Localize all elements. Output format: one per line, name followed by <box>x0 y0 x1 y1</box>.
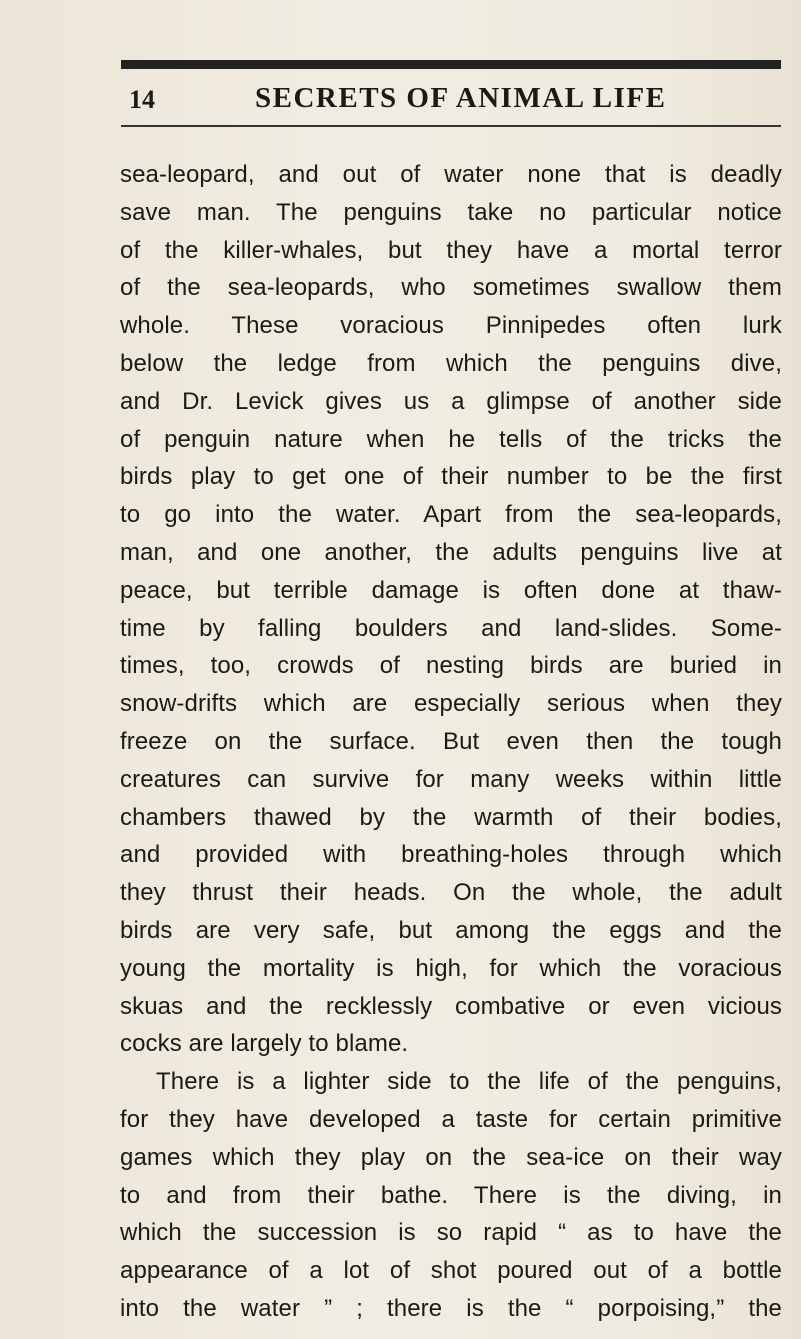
text-line: creatures can survive for many weeks within little <box>120 765 782 793</box>
page-number: 14 <box>129 85 155 114</box>
text-line: games which they play on the sea-ice on their way <box>120 1143 782 1171</box>
text-line: times, too, crowds of nesting birds are buried in <box>120 652 782 680</box>
text-line: snow-drifts which are especially serious when they <box>120 690 782 718</box>
text-line: birds play to get one of their number to be the first <box>120 463 782 491</box>
text-line: for they have developed a taste for certain primitive <box>120 1105 782 1133</box>
text-line: chambers thawed by the warmth of their bodies, <box>120 803 782 831</box>
running-title: SECRETS OF ANIMAL LIFE <box>255 82 667 114</box>
paragraph-start-line: There is a lighter side to the life of the penguins, <box>156 1068 782 1096</box>
text-line: save man. The penguins take no particular notice <box>120 198 782 226</box>
top-rule <box>121 60 781 69</box>
text-line: peace, but terrible damage is often done at thaw- <box>120 576 782 604</box>
text-line: man, and one another, the adults penguins live at <box>120 538 782 566</box>
text-line: below the ledge from which the penguins dive, <box>120 349 782 377</box>
text-line: birds are very safe, but among the eggs and the <box>120 916 782 944</box>
text-line: of penguin nature when he tells of the tricks the <box>120 425 782 453</box>
text-line: whole. These voracious Pinnipedes often lurk <box>120 312 782 340</box>
paragraph-end-line: cocks are largely to blame. <box>120 1030 409 1058</box>
text-line: young the mortality is high, for which the voracious <box>120 954 782 982</box>
text-line: and provided with breathing-holes through which <box>120 841 782 869</box>
text-line: time by falling boulders and land-slides. Some- <box>120 614 782 642</box>
text-line: sea-leopard, and out of water none that is deadly <box>120 161 782 188</box>
text-line: into the water ” ; there is the “ porpoising,” the <box>120 1294 782 1322</box>
text-line: they thrust their heads. On the whole, the adult <box>120 879 782 907</box>
text-line: freeze on the surface. But even then the tough <box>120 727 782 755</box>
text-line: of the killer-whales, but they have a mortal terror <box>120 236 782 264</box>
text-line: to go into the water. Apart from the sea-leopards, <box>120 501 782 529</box>
text-line: which the succession is so rapid “ as to have the <box>120 1219 782 1247</box>
text-line: and Dr. Levick gives us a glimpse of another side <box>120 387 782 415</box>
text-line: appearance of a lot of shot poured out of a bottle <box>120 1257 782 1285</box>
body-text <box>120 156 782 1328</box>
text-line: to and from their bathe. There is the diving, in <box>120 1181 782 1209</box>
header-rule <box>121 125 781 127</box>
page-header <box>129 82 769 118</box>
text-line: of the sea-leopards, who sometimes swallow them <box>120 274 782 302</box>
text-line: skuas and the recklessly combative or even vicious <box>120 992 782 1020</box>
